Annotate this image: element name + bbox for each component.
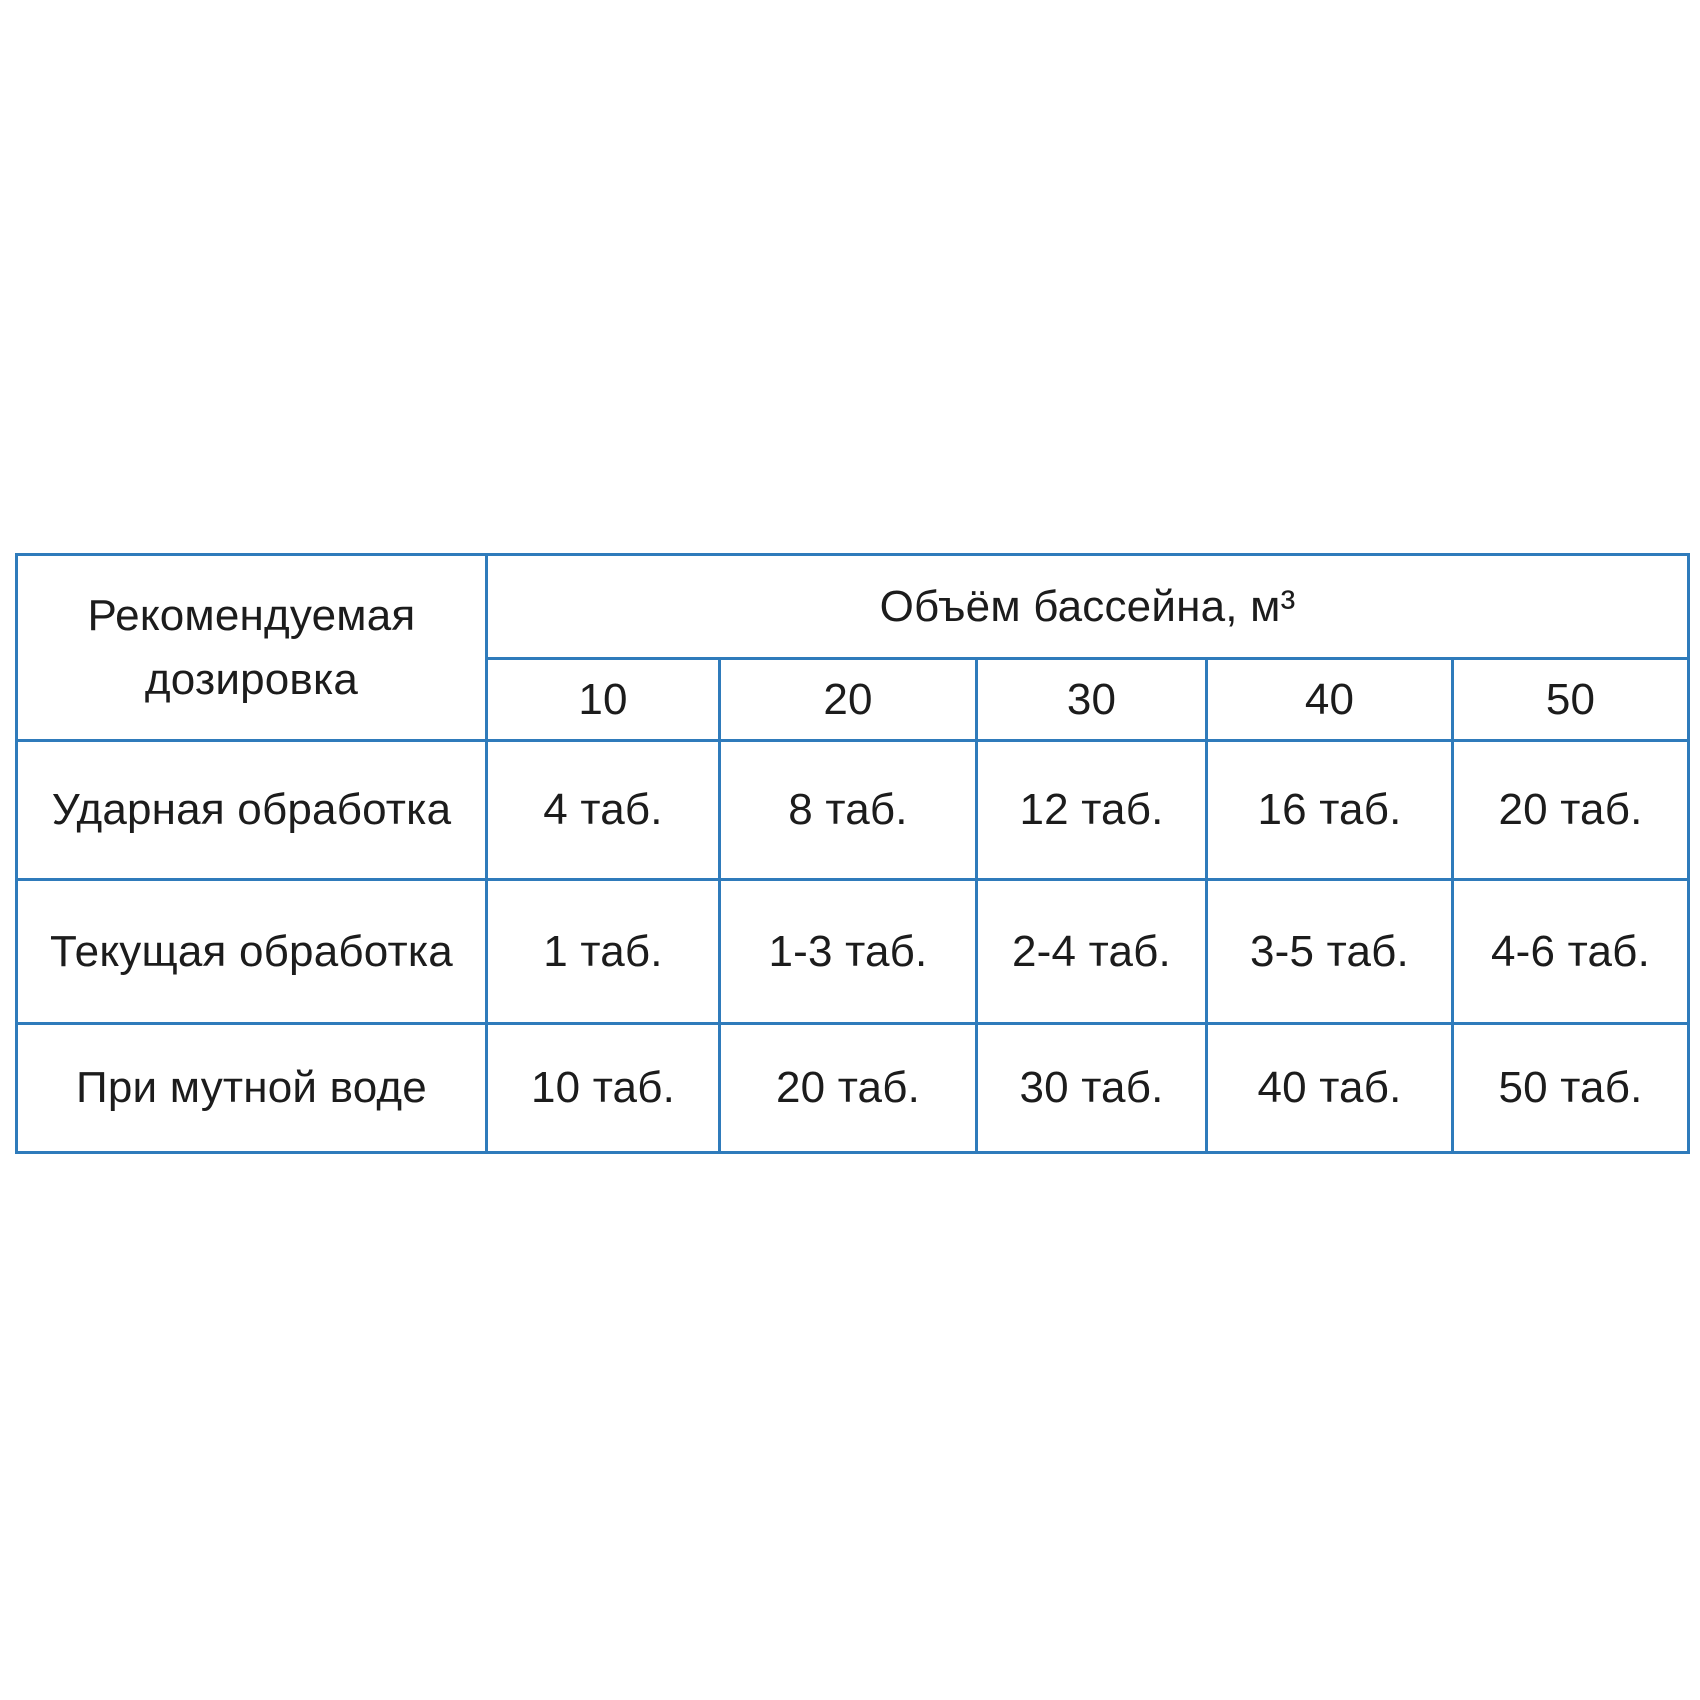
table-cell: 12 таб. [977,741,1207,880]
volume-col-10: 10 [487,659,720,741]
volume-col-50: 50 [1453,659,1689,741]
dosage-header-cell [17,555,487,741]
row-label-shock-treatment: Ударная обработка [17,741,487,880]
table-cell: 1 таб. [487,880,720,1024]
table-row [17,1024,1689,1153]
table-cell: 1-3 таб. [720,880,977,1024]
table-cell: 50 таб. [1453,1024,1689,1153]
table-row [17,880,1689,1024]
volume-header: Объём бассейна, м³ [487,555,1689,659]
table-cell: 2-4 таб. [977,880,1207,1024]
table-cell: 3-5 таб. [1207,880,1453,1024]
table-cell: 10 таб. [487,1024,720,1153]
volume-col-20: 20 [720,659,977,741]
table-cell: 30 таб. [977,1024,1207,1153]
dosage-table-container [15,553,1687,1154]
header-row [17,555,1689,659]
dosage-header-line2: дозировка [144,654,359,704]
volume-col-40: 40 [1207,659,1453,741]
table-cell: 4 таб. [487,741,720,880]
table-row [17,741,1689,880]
volume-col-30: 30 [977,659,1207,741]
dosage-table [15,553,1690,1154]
dosage-header-line1: Рекомендуемая [87,590,416,640]
row-label-cloudy-water: При мутной воде [17,1024,487,1153]
table-cell: 4-6 таб. [1453,880,1689,1024]
table-cell: 16 таб. [1207,741,1453,880]
table-cell: 40 таб. [1207,1024,1453,1153]
table-cell: 20 таб. [720,1024,977,1153]
table-cell: 20 таб. [1453,741,1689,880]
table-cell: 8 таб. [720,741,977,880]
row-label-current-treatment: Текущая обработка [17,880,487,1024]
